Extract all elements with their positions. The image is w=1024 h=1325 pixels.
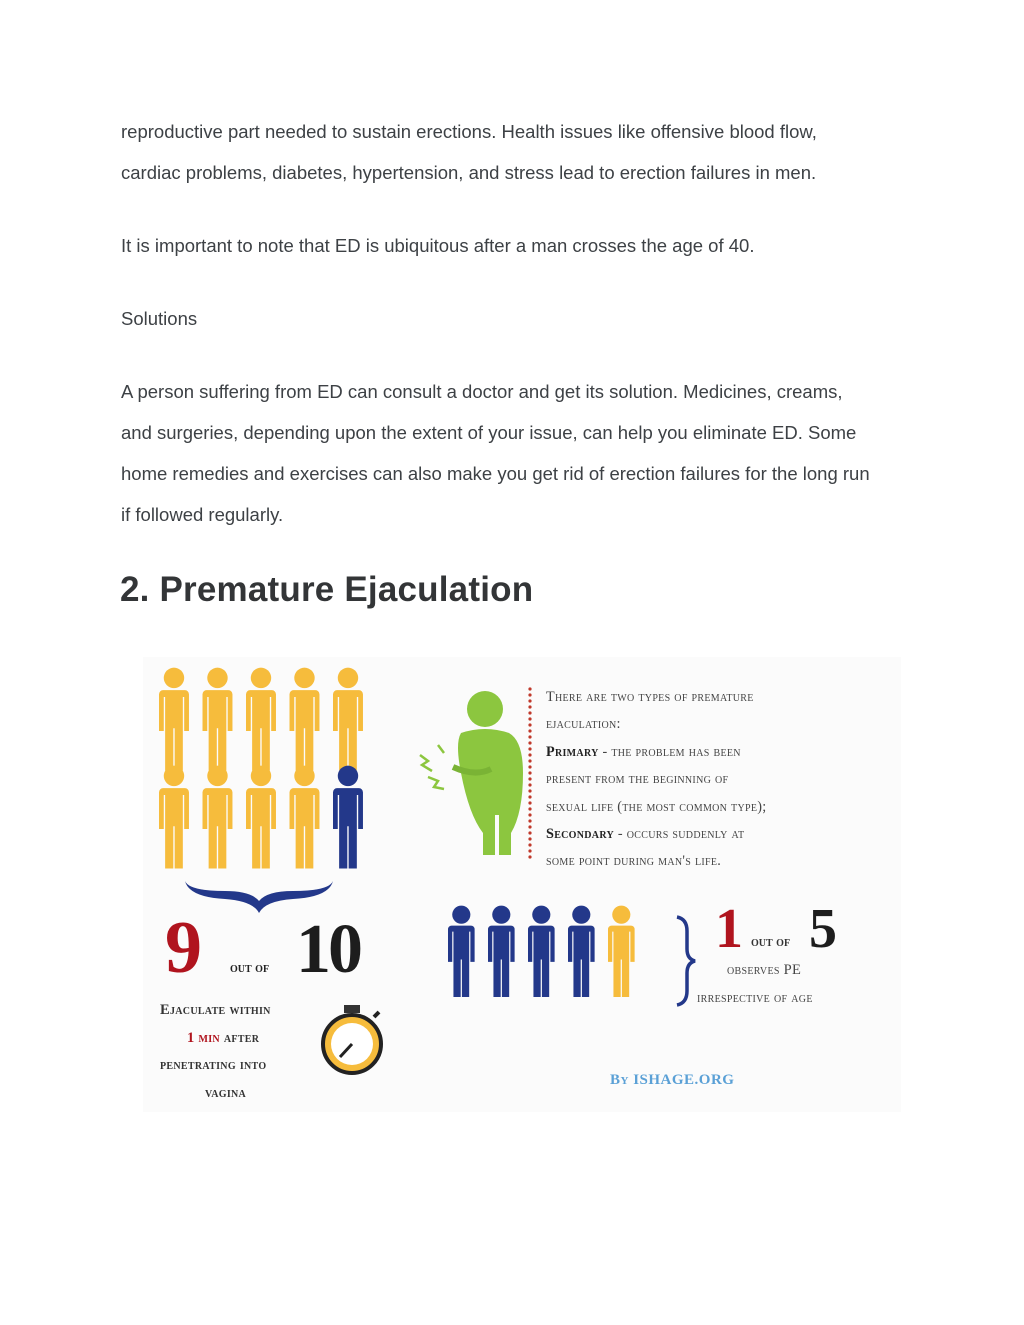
person-icon <box>290 668 320 771</box>
stat-right-numerator: 1 <box>715 898 743 960</box>
person-icon <box>203 766 233 869</box>
divider-dot <box>528 753 531 756</box>
sick-person-icon <box>453 691 523 855</box>
divider-dot <box>528 849 531 852</box>
person-icon <box>159 668 189 771</box>
divider-dot <box>528 837 531 840</box>
divider-dot <box>528 765 531 768</box>
left-figure-grid <box>159 668 363 869</box>
stat-left-numerator: 9 <box>165 907 202 989</box>
primary-label: Primary <box>546 743 599 760</box>
divider-dot <box>528 807 531 810</box>
divider-dot <box>528 789 531 792</box>
person-icon <box>159 766 189 869</box>
caption-line: penetrating into <box>160 1057 267 1073</box>
divider-dot <box>528 759 531 762</box>
divider-dot <box>528 729 531 732</box>
secondary-line <box>546 821 866 848</box>
paragraph-solutions-label: Solutions <box>121 308 198 329</box>
paragraph-erection-causes <box>121 111 911 193</box>
caption-line: irrespective of age <box>697 989 813 1006</box>
divider-dot <box>528 699 531 702</box>
divider-dot <box>528 777 531 780</box>
paragraph-solutions <box>121 371 911 535</box>
person-icon <box>568 906 595 997</box>
text-line: if followed regularly. <box>121 504 284 525</box>
stat-right-caption <box>693 957 893 1012</box>
types-line: ejaculation: <box>546 716 621 733</box>
types-line: some point during man's life. <box>546 853 722 870</box>
text-line: cardiac problems, diabetes, hypertension, and stress lead to erection failures in men. <box>121 162 817 183</box>
types-line: There are two types of premature <box>546 689 754 705</box>
divider-dot <box>528 741 531 744</box>
caption-line: Ejaculate within <box>160 1002 271 1018</box>
person-icon <box>528 906 555 997</box>
divider-dot <box>528 693 531 696</box>
divider-dot <box>528 711 531 714</box>
divider-dot <box>528 747 531 750</box>
stat-left-caption <box>160 997 350 1107</box>
divider-dot <box>528 855 531 858</box>
divider-dot <box>528 819 531 822</box>
divider-dot <box>528 771 531 774</box>
secondary-label: Secondary <box>546 826 615 843</box>
credit-text: By ISHAGE.ORG <box>610 1072 735 1088</box>
right-figure-row <box>448 906 635 997</box>
stat-right-denominator: 5 <box>809 898 837 960</box>
divider-dot <box>528 705 531 708</box>
person-icon <box>246 766 276 869</box>
curly-brace-icon <box>185 881 333 913</box>
stat-left-denominator: 10 <box>296 911 360 988</box>
text-line: reproductive part needed to sustain erections. Health issues like offensive blood flow, <box>121 121 817 142</box>
person-icon <box>203 668 233 771</box>
divider-dot <box>528 813 531 816</box>
primary-text: - the problem has been <box>598 743 741 760</box>
person-icon <box>333 668 363 771</box>
divider-dot <box>528 825 531 828</box>
divider-dot <box>528 801 531 804</box>
dotted-divider <box>528 687 531 858</box>
divider-dot <box>528 843 531 846</box>
divider-dot <box>528 687 531 690</box>
types-line: present from the beginning of <box>546 771 729 788</box>
premature-ejaculation-infographic <box>143 657 901 1112</box>
caption-line: observes PE <box>727 962 802 978</box>
divider-dot <box>528 783 531 786</box>
divider-dot <box>528 735 531 738</box>
stat-right-out-of: out of <box>751 935 791 950</box>
person-icon <box>290 766 320 869</box>
section-heading: 2. Premature Ejaculation <box>120 570 534 609</box>
caption-line <box>160 1025 350 1053</box>
caption-text: after <box>219 1029 260 1046</box>
person-icon <box>448 906 475 997</box>
person-icon <box>488 906 515 997</box>
divider-dot <box>528 831 531 834</box>
text-line: home remedies and exercises can also make you get rid of erection failures for the long run <box>121 463 870 484</box>
primary-line <box>546 739 866 766</box>
caption-line: vagina <box>205 1084 247 1101</box>
divider-dot <box>528 717 531 720</box>
text-line: and surgeries, depending upon the extent of your issue, can help you eliminate ED. Some <box>121 422 857 443</box>
divider-dot <box>528 795 531 798</box>
person-icon <box>246 668 276 771</box>
secondary-text: - occurs suddenly at <box>614 826 745 843</box>
pain-spark-icon <box>420 745 444 789</box>
person-icon <box>608 906 635 997</box>
divider-dot <box>528 723 531 726</box>
stat-left-out-of: out of <box>230 961 270 976</box>
types-line: sexual life (the most common type); <box>546 798 767 815</box>
person-icon <box>333 766 363 869</box>
pe-types-description <box>546 684 866 876</box>
text-line: A person suffering from ED can consult a doctor and get its solution. Medicines, creams, <box>121 381 843 402</box>
paragraph-age-note: It is important to note that ED is ubiquitous after a man crosses the age of 40. <box>121 235 755 256</box>
caption-highlight: 1 min <box>187 1029 220 1046</box>
